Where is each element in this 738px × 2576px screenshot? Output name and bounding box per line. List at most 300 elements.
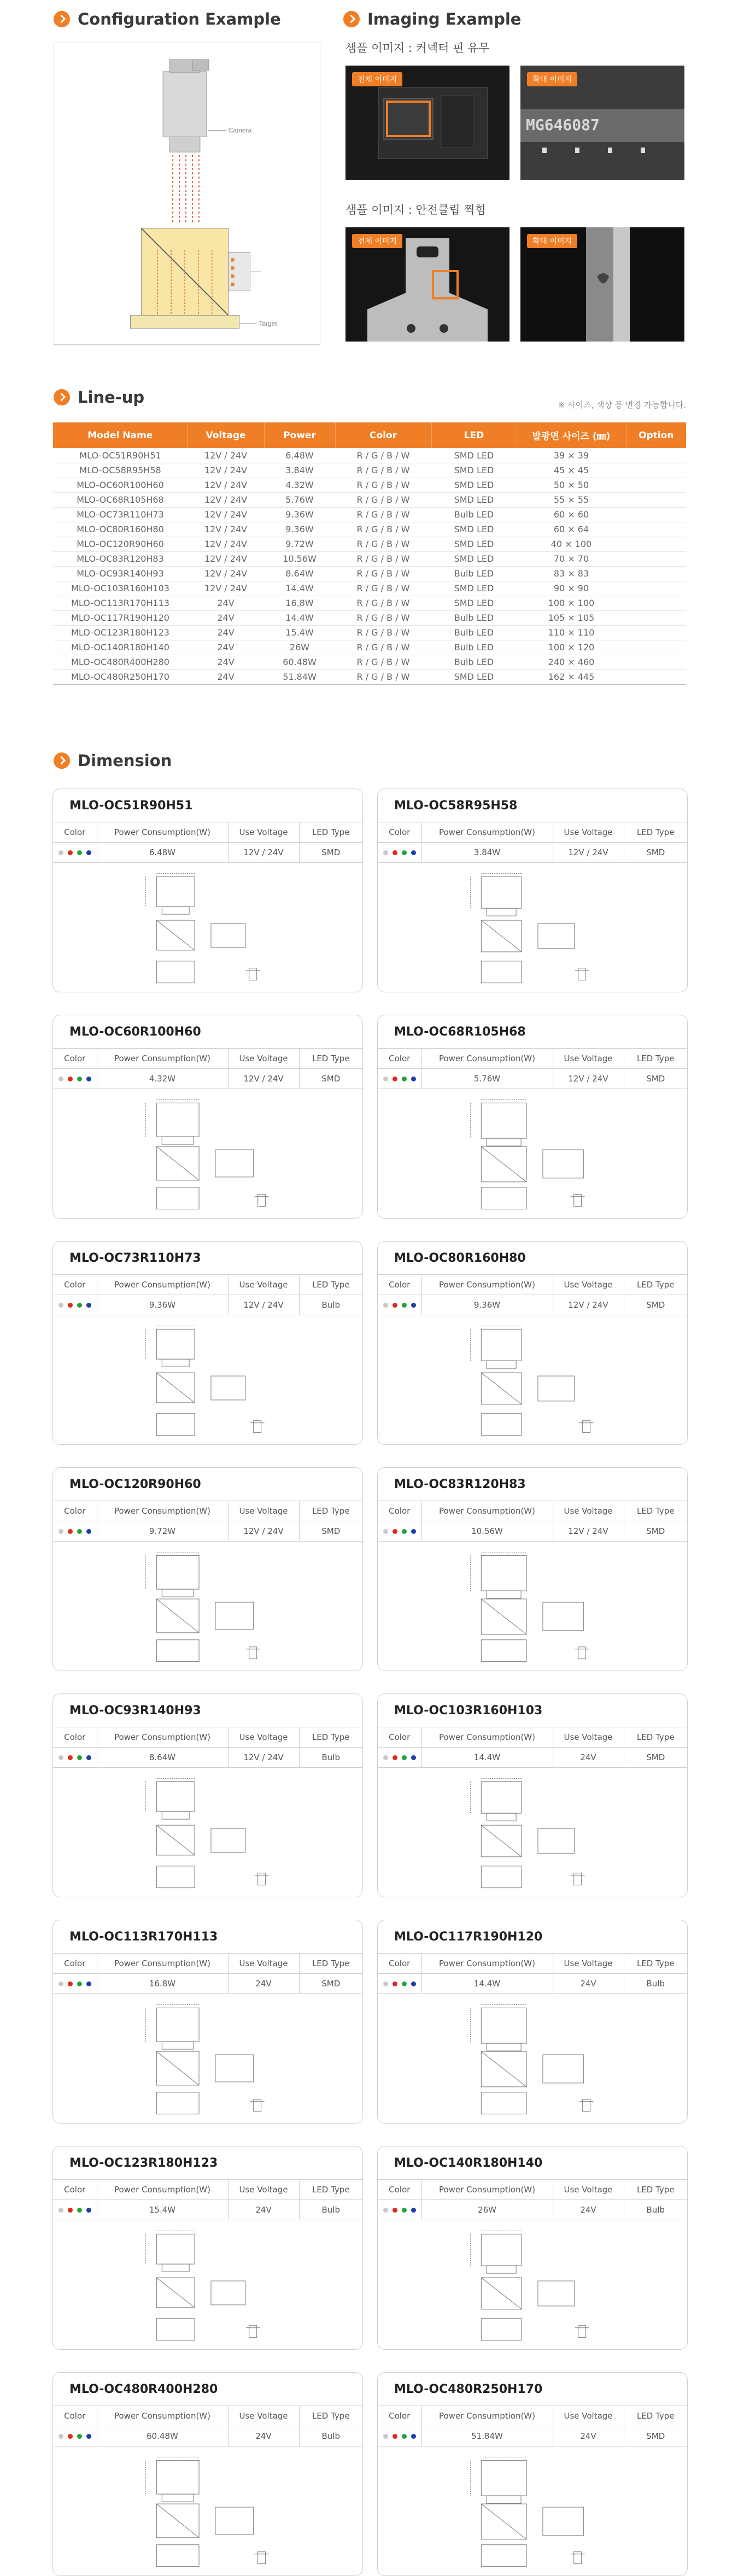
led-cell: SMD LED — [431, 537, 517, 551]
lineup-row — [53, 610, 686, 625]
spec-header-row — [378, 2180, 687, 2200]
dimension-card — [52, 1693, 363, 1897]
model-name-cell: MLO-OC58R95H58 — [53, 463, 188, 478]
size-cell: 60 × 60 — [517, 507, 626, 522]
spec-led-value: Bulb — [299, 1295, 362, 1315]
spec-power-value: 16.8W — [97, 1974, 228, 1994]
lineup-body — [53, 448, 686, 684]
spec-color-dots — [378, 843, 421, 863]
color-dot-icon — [411, 850, 416, 855]
spec-power-value: 14.4W — [421, 1748, 553, 1768]
spec-value-row — [53, 1974, 362, 1994]
spec-col-led: LED Type — [299, 822, 362, 843]
dimension-drawing — [53, 1097, 362, 1215]
size-cell: 110 × 110 — [517, 625, 626, 640]
option-cell — [626, 640, 686, 655]
spec-led-value: SMD — [624, 1748, 687, 1768]
spec-voltage-value: 24V — [228, 2200, 299, 2220]
spec-power-value: 9.36W — [421, 1295, 553, 1315]
voltage-cell: 12V / 24V — [188, 507, 264, 522]
spec-col-power: Power Consumption(W) — [421, 1954, 553, 1974]
spec-led-value: SMD — [624, 1521, 687, 1542]
color-cell: R / G / B / W — [335, 478, 431, 492]
power-cell: 9.72W — [264, 537, 335, 551]
spec-col-power: Power Consumption(W) — [97, 1727, 228, 1748]
spec-col-power: Power Consumption(W) — [97, 2406, 228, 2426]
color-dot-icon — [77, 850, 82, 855]
voltage-cell: 12V / 24V — [188, 537, 264, 551]
color-dot-icon — [58, 850, 63, 855]
tag-zoom-image: 확대 이미지 — [527, 72, 577, 86]
model-name-cell: MLO-OC103R160H103 — [53, 581, 188, 596]
model-name-cell: MLO-OC480R250H170 — [53, 669, 188, 684]
tag-full-image: 전체 이미지 — [352, 72, 402, 86]
dimension-drawing — [53, 1550, 362, 1667]
arrow-circle-icon — [343, 11, 360, 27]
spec-value-row — [53, 1069, 362, 1089]
size-cell: 70 × 70 — [517, 551, 626, 566]
spec-power-value: 8.64W — [97, 1748, 228, 1768]
col-voltage: Voltage — [188, 422, 264, 448]
color-dot-icon — [77, 1755, 82, 1760]
lineup-row — [53, 566, 686, 581]
size-cell: 100 × 100 — [517, 596, 626, 610]
spec-voltage-value: 12V / 24V — [228, 1295, 299, 1315]
card-spec-table — [53, 1501, 362, 1542]
config-title: Configuration Example — [78, 10, 281, 28]
color-dot-icon — [68, 2208, 73, 2213]
spec-power-value: 6.48W — [97, 843, 228, 863]
color-dot-icon — [402, 1529, 407, 1534]
spec-col-color: Color — [53, 1049, 97, 1069]
color-dot-icon — [402, 1755, 407, 1760]
voltage-cell: 12V / 24V — [188, 448, 264, 463]
spec-col-color: Color — [53, 1275, 97, 1295]
imaging-title: Imaging Example — [367, 10, 522, 28]
spec-header-row — [378, 1049, 687, 1069]
led-cell: SMD LED — [431, 463, 517, 478]
dimension-drawing — [53, 2002, 362, 2120]
power-cell: 16.8W — [264, 596, 335, 610]
spec-value-row — [378, 2426, 687, 2446]
spec-led-value: Bulb — [624, 2200, 687, 2220]
color-dot-icon — [411, 1303, 416, 1308]
option-cell — [626, 537, 686, 551]
spec-col-color: Color — [53, 1727, 97, 1748]
card-spec-table — [378, 822, 687, 863]
spec-col-led: LED Type — [624, 2180, 687, 2200]
spec-header-row — [53, 822, 362, 843]
lineup-row — [53, 596, 686, 610]
color-cell: R / G / B / W — [335, 596, 431, 610]
col-power: Power — [264, 422, 335, 448]
voltage-cell: 12V / 24V — [188, 492, 264, 507]
color-dot-icon — [402, 1981, 407, 1986]
spec-value-row — [378, 1748, 687, 1768]
spec-header-row — [53, 2180, 362, 2200]
spec-voltage-value: 12V / 24V — [553, 1521, 624, 1542]
color-dot-icon — [68, 2434, 73, 2439]
spec-voltage-value: 12V / 24V — [553, 1295, 624, 1315]
config-diagram — [54, 43, 320, 345]
sample-caption-1: 샘플 이미지 : 커넥터 핀 유무 — [345, 42, 490, 55]
spec-color-dots — [53, 1974, 97, 1994]
spec-header-row — [378, 822, 687, 843]
color-dot-icon — [86, 2208, 91, 2213]
dimension-drawing — [378, 1776, 687, 1893]
dimension-drawing — [378, 2228, 687, 2346]
spec-col-color: Color — [378, 1727, 421, 1748]
sample-image-clip-zoom — [520, 227, 684, 342]
spec-col-color: Color — [378, 822, 421, 843]
spec-col-led: LED Type — [299, 1954, 362, 1974]
color-dot-icon — [58, 1981, 63, 1986]
power-cell: 14.4W — [264, 610, 335, 625]
led-cell: SMD LED — [431, 448, 517, 463]
color-dot-icon — [411, 1529, 416, 1534]
color-dot-icon — [68, 1755, 73, 1760]
size-cell: 50 × 50 — [517, 478, 626, 492]
spec-col-power: Power Consumption(W) — [421, 1275, 553, 1295]
option-cell — [626, 507, 686, 522]
spec-col-color: Color — [378, 1954, 421, 1974]
dimension-card — [377, 2372, 688, 2576]
card-model-name: MLO-OC123R180H123 — [69, 2156, 218, 2170]
card-spec-table — [378, 1501, 687, 1542]
dimension-section-title — [54, 751, 172, 770]
option-cell — [626, 596, 686, 610]
color-dot-icon — [77, 1981, 82, 1986]
color-dot-icon — [86, 1529, 91, 1534]
dimension-card — [52, 1467, 363, 1671]
card-model-name: MLO-OC51R90H51 — [69, 799, 193, 813]
voltage-cell: 12V / 24V — [188, 522, 264, 537]
color-dot-icon — [68, 850, 73, 855]
spec-color-dots — [53, 1295, 97, 1315]
power-cell: 10.56W — [264, 551, 335, 566]
led-cell: SMD LED — [431, 522, 517, 537]
card-model-name: MLO-OC117R190H120 — [394, 1930, 543, 1944]
dimension-card — [377, 2146, 688, 2350]
spec-voltage-value: 12V / 24V — [228, 1521, 299, 1542]
spec-col-power: Power Consumption(W) — [97, 1275, 228, 1295]
card-model-name: MLO-OC60R100H60 — [69, 1025, 201, 1039]
color-cell: R / G / B / W — [335, 507, 431, 522]
spec-col-power: Power Consumption(W) — [421, 822, 553, 843]
spec-col-power: Power Consumption(W) — [97, 1049, 228, 1069]
model-name-cell: MLO-OC480R400H280 — [53, 655, 188, 669]
model-name-cell: MLO-OC120R90H60 — [53, 537, 188, 551]
color-dot-icon — [393, 1981, 397, 1986]
color-dot-icon — [86, 850, 91, 855]
spec-color-dots — [378, 1521, 421, 1542]
color-cell: R / G / B / W — [335, 522, 431, 537]
spec-color-dots — [53, 1069, 97, 1089]
arrow-circle-icon — [54, 752, 70, 769]
dimension-drawing — [378, 1097, 687, 1215]
power-cell: 60.48W — [264, 655, 335, 669]
color-cell: R / G / B / W — [335, 537, 431, 551]
color-dot-icon — [58, 2434, 63, 2439]
col-model-name: Model Name — [53, 422, 188, 448]
size-cell: 83 × 83 — [517, 566, 626, 581]
spec-led-value: SMD — [624, 2426, 687, 2446]
color-dot-icon — [411, 2434, 416, 2439]
spec-col-led: LED Type — [299, 2406, 362, 2426]
tag-zoom-image: 확대 이미지 — [527, 234, 577, 248]
color-dot-icon — [383, 1755, 388, 1760]
spec-col-led: LED Type — [624, 822, 687, 843]
spec-col-led: LED Type — [299, 1049, 362, 1069]
dimension-drawing — [53, 1324, 362, 1441]
lineup-note: ※ 사이즈, 색상 등 변경 가능합니다. — [558, 400, 686, 410]
lineup-row — [53, 581, 686, 596]
spec-color-dots — [378, 2200, 421, 2220]
color-dot-icon — [383, 2208, 388, 2213]
spec-color-dots — [53, 1748, 97, 1768]
model-name-cell: MLO-OC113R170H113 — [53, 596, 188, 610]
spec-col-voltage: Use Voltage — [553, 2180, 624, 2200]
voltage-cell: 24V — [188, 669, 264, 684]
card-model-name: MLO-OC93R140H93 — [69, 1704, 201, 1718]
spec-col-voltage: Use Voltage — [553, 1501, 624, 1521]
dimension-card — [52, 1015, 363, 1219]
spec-header-row — [53, 1501, 362, 1521]
model-name-cell: MLO-OC51R90H51 — [53, 448, 188, 463]
led-cell: Bulb LED — [431, 625, 517, 640]
card-model-name: MLO-OC83R120H83 — [394, 1478, 526, 1491]
card-model-name: MLO-OC140R180H140 — [394, 2156, 543, 2170]
spec-power-value: 10.56W — [421, 1521, 553, 1542]
spec-value-row — [378, 1974, 687, 1994]
spec-color-dots — [53, 2426, 97, 2446]
option-cell — [626, 448, 686, 463]
power-cell: 26W — [264, 640, 335, 655]
sample-image-clip-full — [345, 227, 509, 342]
option-cell — [626, 610, 686, 625]
power-cell: 15.4W — [264, 625, 335, 640]
spec-power-value: 15.4W — [97, 2200, 228, 2220]
card-model-name: MLO-OC480R250H170 — [394, 2383, 543, 2396]
card-spec-table — [378, 1727, 687, 1768]
voltage-cell: 24V — [188, 625, 264, 640]
voltage-cell: 12V / 24V — [188, 566, 264, 581]
card-spec-table — [378, 2179, 687, 2220]
card-model-name: MLO-OC58R95H58 — [394, 799, 518, 813]
spec-col-power: Power Consumption(W) — [97, 1501, 228, 1521]
card-spec-table — [378, 1953, 687, 1994]
spec-col-power: Power Consumption(W) — [421, 1727, 553, 1748]
spec-col-color: Color — [378, 2180, 421, 2200]
spec-col-color: Color — [53, 1954, 97, 1974]
color-dot-icon — [411, 1077, 416, 1081]
model-name-cell: MLO-OC83R120H83 — [53, 551, 188, 566]
spec-header-row — [53, 1049, 362, 1069]
color-dot-icon — [383, 2434, 388, 2439]
spec-header-row — [378, 1954, 687, 1974]
size-cell: 40 × 100 — [517, 537, 626, 551]
size-cell: 162 × 445 — [517, 669, 626, 684]
voltage-cell: 12V / 24V — [188, 478, 264, 492]
spec-led-value: Bulb — [299, 2426, 362, 2446]
color-dot-icon — [68, 1077, 73, 1081]
spec-value-row — [378, 2200, 687, 2220]
power-cell: 51.84W — [264, 669, 335, 684]
spec-value-row — [53, 1748, 362, 1768]
spec-col-led: LED Type — [624, 1049, 687, 1069]
color-cell: R / G / B / W — [335, 566, 431, 581]
card-model-name: MLO-OC103R160H103 — [394, 1704, 543, 1718]
spec-col-voltage: Use Voltage — [553, 2406, 624, 2426]
spec-color-dots — [378, 1974, 421, 1994]
spec-col-voltage: Use Voltage — [228, 1275, 299, 1295]
color-dot-icon — [77, 1077, 82, 1081]
card-model-name: MLO-OC73R110H73 — [69, 1251, 201, 1265]
lineup-row — [53, 522, 686, 537]
power-cell: 5.76W — [264, 492, 335, 507]
spec-col-led: LED Type — [299, 1275, 362, 1295]
spec-col-power: Power Consumption(W) — [97, 2180, 228, 2200]
color-cell: R / G / B / W — [335, 492, 431, 507]
card-spec-table — [53, 2406, 362, 2446]
col-color: Color — [335, 422, 431, 448]
spec-led-value: Bulb — [299, 1748, 362, 1768]
color-cell: R / G / B / W — [335, 448, 431, 463]
dimension-card — [52, 1920, 363, 2124]
dimension-drawing — [378, 871, 687, 989]
spec-col-voltage: Use Voltage — [228, 2180, 299, 2200]
spec-color-dots — [378, 2426, 421, 2446]
color-dot-icon — [393, 2434, 397, 2439]
dimension-card — [52, 789, 363, 992]
spec-power-value: 9.72W — [97, 1521, 228, 1542]
size-cell: 60 × 64 — [517, 522, 626, 537]
sample-caption-2: 샘플 이미지 : 안전클립 찍힘 — [345, 203, 486, 216]
arrow-circle-icon — [54, 11, 70, 27]
spec-header-row — [378, 1727, 687, 1748]
spec-value-row — [53, 2426, 362, 2446]
color-dot-icon — [383, 850, 388, 855]
color-dot-icon — [68, 1529, 73, 1534]
spec-power-value: 5.76W — [421, 1069, 553, 1089]
lineup-row — [53, 492, 686, 507]
spec-col-color: Color — [53, 2180, 97, 2200]
color-cell: R / G / B / W — [335, 669, 431, 684]
color-dot-icon — [58, 1303, 63, 1308]
spec-col-power: Power Consumption(W) — [421, 2406, 553, 2426]
color-dot-icon — [402, 1077, 407, 1081]
card-spec-table — [378, 1048, 687, 1089]
option-cell — [626, 492, 686, 507]
spec-led-value: SMD — [299, 1521, 362, 1542]
card-model-name: MLO-OC113R170H113 — [69, 1930, 218, 1944]
dimension-drawing — [53, 1776, 362, 1893]
led-cell: Bulb LED — [431, 640, 517, 655]
color-dot-icon — [58, 1755, 63, 1760]
spec-value-row — [378, 1521, 687, 1542]
voltage-cell: 12V / 24V — [188, 463, 264, 478]
lineup-row — [53, 640, 686, 655]
config-section-title — [54, 10, 281, 28]
target-label: Target — [259, 320, 277, 328]
size-cell: 100 × 120 — [517, 640, 626, 655]
spec-color-dots — [378, 1295, 421, 1315]
tag-full-image: 전체 이미지 — [352, 234, 402, 248]
spec-col-led: LED Type — [299, 2180, 362, 2200]
spec-header-row — [53, 2406, 362, 2426]
spec-value-row — [53, 1521, 362, 1542]
spec-led-value: Bulb — [624, 1974, 687, 1994]
color-dot-icon — [383, 1529, 388, 1534]
spec-voltage-value: 24V — [228, 1974, 299, 1994]
dimension-card — [377, 1241, 688, 1445]
voltage-cell: 24V — [188, 640, 264, 655]
color-dot-icon — [77, 2434, 82, 2439]
model-name-cell: MLO-OC140R180H140 — [53, 640, 188, 655]
lineup-header-row — [53, 422, 686, 448]
color-cell: R / G / B / W — [335, 551, 431, 566]
power-cell: 3.84W — [264, 463, 335, 478]
spec-col-power: Power Consumption(W) — [97, 1954, 228, 1974]
spec-col-led: LED Type — [624, 1954, 687, 1974]
spec-col-led: LED Type — [299, 1727, 362, 1748]
col-led: LED — [431, 422, 517, 448]
model-name-cell: MLO-OC117R190H120 — [53, 610, 188, 625]
voltage-cell: 24V — [188, 610, 264, 625]
color-dot-icon — [402, 2434, 407, 2439]
spec-led-value: SMD — [299, 1069, 362, 1089]
arrow-circle-icon — [54, 389, 70, 405]
spec-voltage-value: 12V / 24V — [553, 843, 624, 863]
spec-color-dots — [378, 1069, 421, 1089]
spec-col-color: Color — [378, 1049, 421, 1069]
option-cell — [626, 655, 686, 669]
spec-col-voltage: Use Voltage — [228, 822, 299, 843]
spec-value-row — [378, 1069, 687, 1089]
spec-led-value: SMD — [299, 843, 362, 863]
dimension-drawing — [378, 1324, 687, 1441]
color-dot-icon — [58, 1077, 63, 1081]
color-dot-icon — [411, 2208, 416, 2213]
spec-col-voltage: Use Voltage — [553, 822, 624, 843]
color-cell: R / G / B / W — [335, 640, 431, 655]
model-name-cell: MLO-OC123R180H123 — [53, 625, 188, 640]
spec-col-color: Color — [53, 1501, 97, 1521]
spec-col-voltage: Use Voltage — [553, 1954, 624, 1974]
power-cell: 6.48W — [264, 448, 335, 463]
size-cell: 90 × 90 — [517, 581, 626, 596]
led-cell: Bulb LED — [431, 507, 517, 522]
dimension-card — [52, 2372, 363, 2576]
spec-voltage-value: 24V — [553, 2426, 624, 2446]
sample-image-connector-zoom — [520, 66, 684, 180]
spec-voltage-value: 12V / 24V — [553, 1069, 624, 1089]
color-dot-icon — [393, 1755, 397, 1760]
card-spec-table — [378, 1274, 687, 1315]
spec-color-dots — [378, 1748, 421, 1768]
dimension-card — [377, 1693, 688, 1897]
lineup-row — [53, 625, 686, 640]
spec-col-voltage: Use Voltage — [553, 1049, 624, 1069]
color-dot-icon — [58, 1529, 63, 1534]
sample-image-connector-full — [345, 66, 509, 180]
color-dot-icon — [393, 1303, 397, 1308]
spec-value-row — [53, 1295, 362, 1315]
lineup-row — [53, 448, 686, 463]
spec-col-color: Color — [53, 2406, 97, 2426]
card-spec-table — [53, 1727, 362, 1768]
spec-led-value: Bulb — [299, 2200, 362, 2220]
